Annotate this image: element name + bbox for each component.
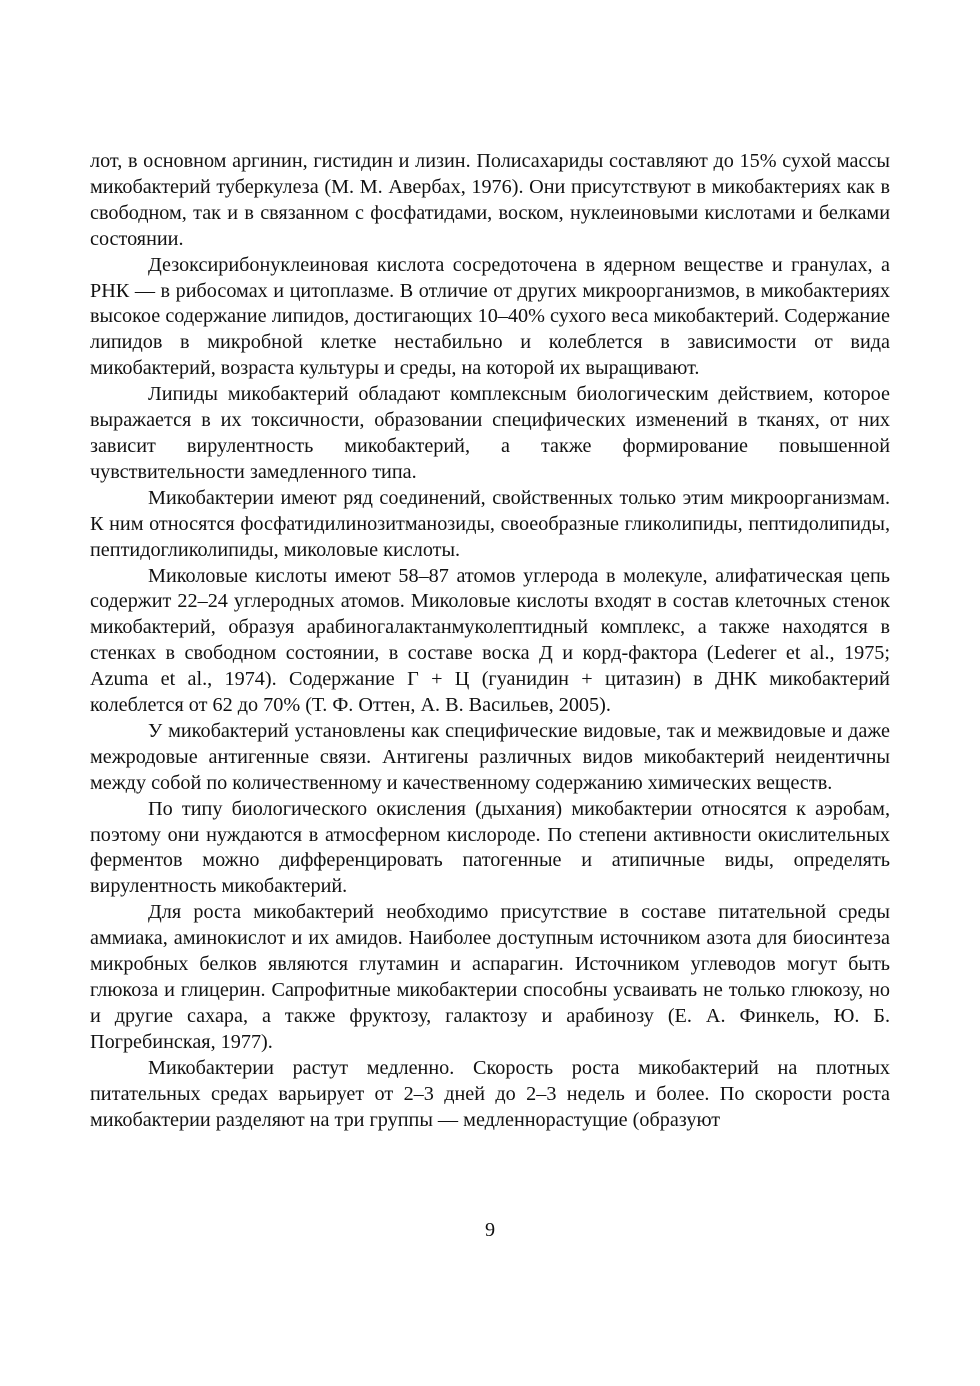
paragraph-lipid-action: Липиды микобактерий обладают комплексным биологическим действием, которое выражается в их токсичности, образовании специфических изменений в тканях, от них зависит вирулентность микобактерий, а также формирование повышенной чувствительности замедленного типа. <box>90 383 890 483</box>
page-body <box>90 149 890 1133</box>
paragraph-continuation: лот, в основном аргинин, гистидин и лизин. Полисахариды составляют до 15% сухой массы микобактерий туберкулеза (М. М. Авербах, 1976). Они присутствуют в микобактериях как в свободном, так и в связанном с фосфатидами, воском, нуклеиновыми кислотами и белками состоянии. <box>90 150 890 250</box>
page-number: 9 <box>484 1219 496 1241</box>
paragraph-antigens: У микобактерий установлены как специфические видовые, так и межвидовые и даже межродовые антигенные связи. Антигены различных видов микобактерий неидентичны между собой по количественному и качественному содержанию химических веществ. <box>90 719 890 794</box>
paragraph-growth-nutrients: Для роста микобактерий необходимо присутствие в составе питательной среды аммиака, аминокислот и их амидов. Наиболее доступным источником азота для биосинтеза микробных белков являются глутамин и аспарагин. Источником углеводов могут быть глюкоза и глицерин. Сапрофитные микобактерии способны усваивать не только глюкозу, но и другие сахара, а также фруктозу, галактозу и арабинозу (Е. А. Финкель, Ю. Б. Погребинская, 1977). <box>90 901 890 1053</box>
paragraph-unique-compounds: Микобактерии имеют ряд соединений, свойственных только этим микроорганизмам. К ним относятся фосфатидилинозитманозиды, своеобразные гликолипиды, пептидолипиды, пептидогликолипиды, миколовые кислоты. <box>90 486 890 561</box>
paragraph-oxidation: По типу биологического окисления (дыхания) микобактерии относятся к аэробам, поэтому они нуждаются в атмосферном кислороде. По степени активности окислительных ферментов можно дифференцировать патогенные и атипичные виды, определять вирулентность микобактерий. <box>90 797 890 898</box>
paragraph-mycolic-acids: Миколовые кислоты имеют 58–87 атомов углерода в молекуле, алифатическая цепь содержит 22–24 углеродных атомов. Миколовые кислоты входят в состав клеточных стенок микобактерий, образуя арабиногалактанмуколептидный комплекс, а также находятся в стенках в свободном состоянии, в составе воска Д и корд-фактора (Lederer et al., 1975; Azuma et al., 1974). Содержание Г + Ц (гуанидин + цитазин) в ДНК микобактерий колеблется от 62 до 70% (Т. Ф. Оттен, А. В. Васильев, 2005). <box>90 564 890 717</box>
paragraph-growth-rate: Микобактерии растут медленно. Скорость роста микобактерий на плотных питательных средах варьирует от 2–3 дней до 2–3 недель и более. По скорости роста микобактерии разделяют на три группы — медленнорастущие (образуют <box>90 1056 890 1131</box>
paragraph-dna-rna-lipids: Дезоксирибонуклеиновая кислота сосредоточена в ядерном веществе и гранулах, а РНК — в рибосомах и цитоплазме. В отличие от других микроорганизмов, в микобактериях высокое содержание липидов, достигающих 10–40% сухого веса микобактерий. Содержание липидов в микробной клетке нестабильно и колеблется в зависимости от вида микобактерий, возраста культуры и среды, на которой их выращивают. <box>90 253 890 380</box>
